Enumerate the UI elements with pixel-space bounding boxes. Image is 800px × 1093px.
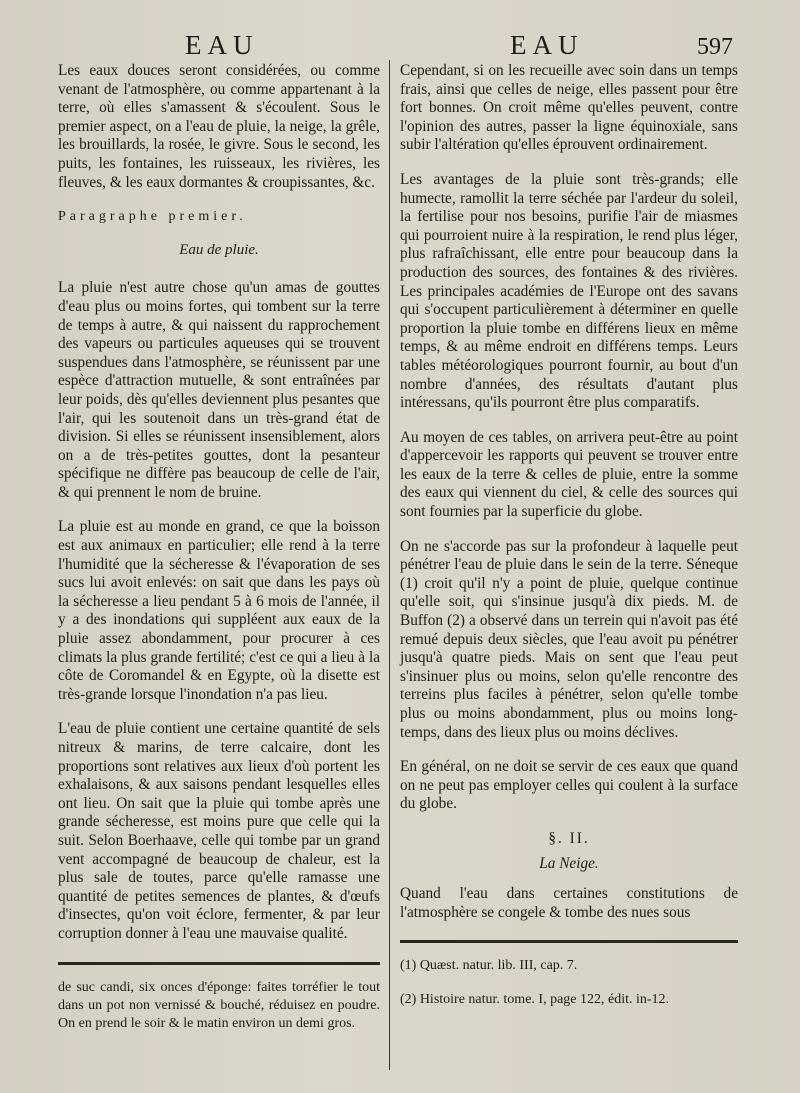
paragraph: Les avantages de la pluie sont très-grands; elle humecte, ramollit la terre séchée par l'ardeur du soleil, la fertilise pour nos besoins, purifie l'air de miasmes qui pourroient nuire à la respiration, le rend plus léger, plus rafraîchissant, elle entre pour beaucoup dans la production des sources, des fontaines & des rivières. Les principales académies de l'Europe ont des savans qui s'occupent particulièrement à déterminer en quelle proportion la pluie tombe en différens lieux en même temps, & au même endroit en différens temps. Leurs tables météorologiques pourront fournir, au bout d'un nombre d'années, des résultats d'autant plus intéressans, qu'ils pourront être plus comparatifs.	[400, 170, 738, 412]
running-head-right: EAU	[510, 30, 584, 60]
right-column	[400, 62, 738, 1025]
footnote-rule	[58, 962, 380, 965]
page-number: 597	[697, 34, 733, 60]
paragraph: La pluie est au monde en grand, ce que la boisson est aux animaux en particulier; elle rend à la terre l'humidité que la sécheresse & l'évaporation de ses sucs lui avoit enlevés: on sait que dans les pays où la sécheresse a lieu pendant 5 à 6 mois de l'année, il y a des inondations qui suppléent aux eaux de la pluie assez abondamment, pour procurer à ces climats la plus grande fertilité; c'est ce qui a lieu à la côte de Coromandel & en Egypte, où la disette est très-grande lorsque l'inondation n'a pas lieu.	[58, 518, 380, 703]
intro-paragraph: Les eaux douces seront considérées, ou comme venant de l'atmosphère, ou comme appartenant à la terre, où elles s'amassent & s'écoulent. Sous le premier aspect, on a l'eau de pluie, la neige, la grêle, les brouillards, la rosée, le givre. Sous le second, les puits, les fontaines, les ruisseaux, les rivières, les fleuves, & les eaux dormantes & croupissantes, &c.	[58, 62, 380, 191]
paragraph: En général, on ne doit se servir de ces eaux que quand on ne peut pas employer celles qui coulent à la surface du globe.	[400, 758, 738, 813]
footnote: (1) Quæst. natur. lib. III, cap. 7.	[400, 958, 578, 974]
section-subtitle: Eau de pluie.	[179, 241, 259, 258]
footer-text: de suc candi, six onces d'éponge: faites torréfier le tout dans un pot non vernissé & bouché, réduisez en poudre. On en prend le soir & le matin environ un demi gros.	[58, 979, 380, 1031]
left-column	[58, 62, 380, 1049]
paragraph: Cependant, si on les recueille avec soin dans un temps frais, ainsi que celles de neige, elles passent pour être fort bonnes. On croit même qu'elles peuvent, contre l'opinion des autres, passer la ligne équinoxiale, sans subir l'altération qu'elles éprouvent ordinairement.	[400, 62, 738, 154]
paragraph: Quand l'eau dans certaines constitutions de l'atmosphère se congele & tombe des nues sous	[400, 885, 738, 921]
paragraph: On ne s'accorde pas sur la profondeur à laquelle peut pénétrer l'eau de pluie dans le sein de la terre. Séneque (1) croit qu'il n'y a point de pluie, quelque continue qu'elle soit, qui s'insinue jusqu'à dix pieds. M. de Buffon (2) a observé dans un terrein qui n'avoit pas été remué depuis deux siècles, que l'eau avoit pu pénétrer jusqu'à quatre pieds. Mais on sent que l'eau peut s'insinuer plus ou moins, selon qu'elle rencontre des terreins plus faciles à pénétrer, selon qu'elle tombe plus ou moins abondamment, plus ou moins long-temps, dans des lieux plus ou moins déclives.	[400, 537, 738, 741]
section-number: §. II.	[548, 829, 590, 847]
footnote-rule	[400, 940, 738, 943]
footnote: (2) Histoire natur. tome. I, page 122, édit. in-12.	[400, 992, 670, 1008]
paragraph: L'eau de pluie contient une certaine quantité de sels nitreux & marins, de terre calcaire, dont les proportions sont relatives aux lieux d'où portent les exhalaisons, & aux saisons pendant lesquelles elles ont lieu. On sait que la pluie qui tombe après une grande sécheresse, est moins pure que celle qui la suit. Selon Boerhaave, celle qui tombe par un grand vent accompagné de beaucoup de chaleur, est la plus sale de toutes, parce qu'elle ramasse une quantité de petites semences de plantes, & d'œufs d'insectes, qu'on voit éclore, fermenter, & par leur corruption donner à l'eau une mauvaise qualité.	[58, 720, 380, 942]
paragraph: Au moyen de ces tables, on arrivera peut-être au point d'appercevoir les rapports qui peuvent se trouver entre les eaux de la terre & celles de pluie, entre la somme des eaux qui viennent du ciel, & celle des sources qui sont fournies par la superficie du globe.	[400, 428, 738, 521]
running-head-left: EAU	[185, 30, 259, 60]
paragraph: La pluie n'est autre chose qu'un amas de gouttes d'eau plus ou moins fortes, qui tombent sur la terre de temps à autre, & qui naissent du rapprochement des vapeurs ou particules aqueuses qui se trouvent suspendues dans l'atmosphère, se réunissent par une espèce d'attraction mutuelle, & sont entraînées par leur poids, dès qu'elles deviennent plus pesantes que l'air, qui les soutenoit dans un très-grand état de division. Si elles se réunissent insensiblement, alors on a de très-petites gouttes, dont la pesanteur spécifique ne diffère pas beaucoup de celle de l'air, & qui prennent le nom de bruine.	[58, 279, 380, 501]
column-divider	[389, 60, 390, 1070]
section-title: La Neige.	[539, 854, 599, 872]
section-heading: Paragraphe premier.	[58, 209, 247, 225]
